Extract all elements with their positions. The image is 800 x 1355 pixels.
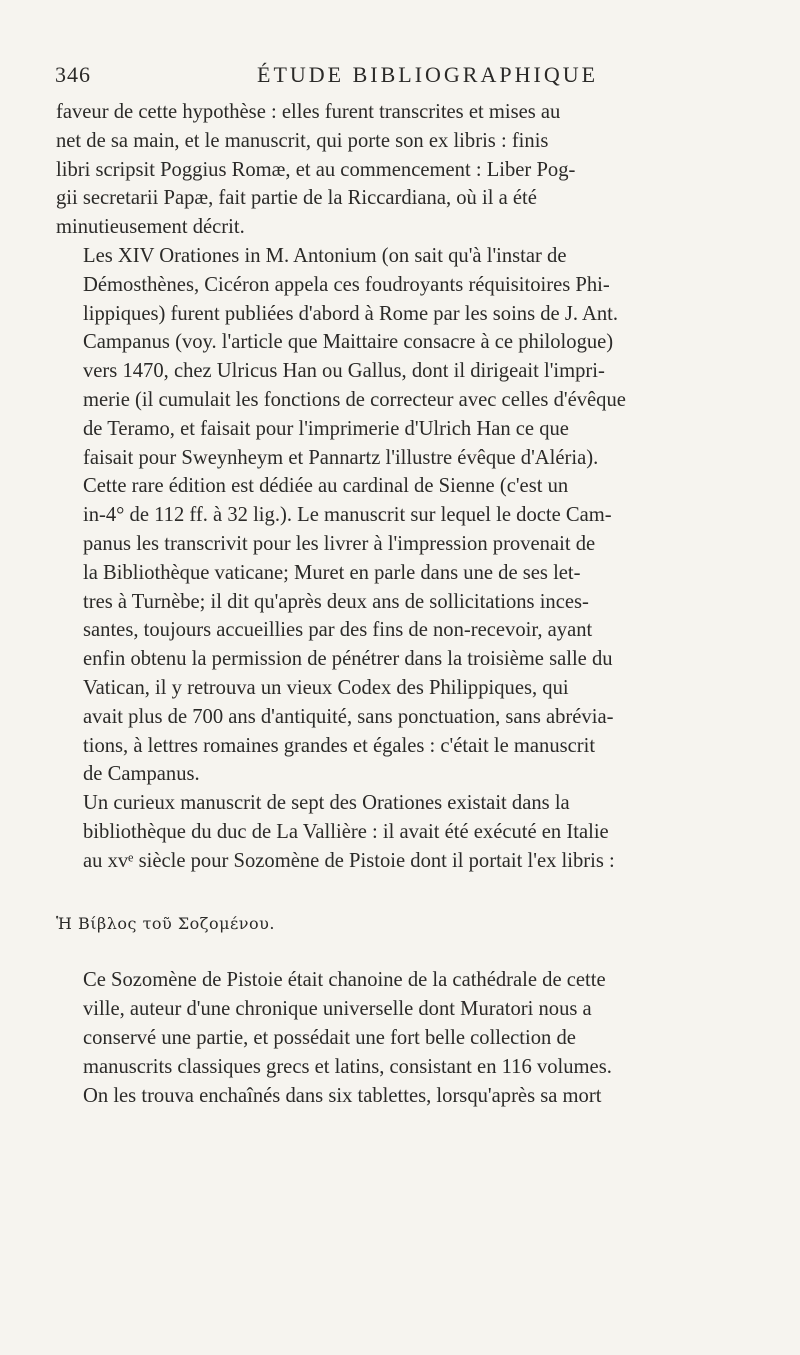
text-line: manuscrits classiques grecs et latins, consistant en 116 volumes. <box>83 1055 612 1078</box>
text-line: lippiques) furent publiées d'abord à Rome par les soins de J. Ant. <box>83 302 619 325</box>
text-line: panus les transcrivit pour les livrer à l'impression provenait de <box>83 532 596 555</box>
text-line: conservé une partie, et possédait une fort belle collection de <box>83 1026 576 1049</box>
text-line: faisait pour Sweynheym et Pannartz l'illustre évêque d'Aléria). <box>83 446 599 469</box>
text-line: gii secretarii Papæ, fait partie de la Riccardiana, où il a été <box>56 187 537 210</box>
text-line: ville, auteur d'une chronique universelle dont Muratori nous a <box>83 998 592 1021</box>
paragraph-4 <box>56 966 791 1110</box>
text-line: de Teramo, et faisait pour l'imprimerie d'Ulrich Han ce que <box>83 417 569 440</box>
text-line: Cette rare édition est dédiée au cardinal de Sienne (c'est un <box>83 475 569 498</box>
text-line: de Campanus. <box>83 763 200 786</box>
greek-ex-libris: Ἡ Βίβλος τοῦ Σοζομένου. <box>56 913 275 933</box>
body-text <box>56 98 791 1110</box>
paragraph-1 <box>56 98 791 242</box>
text-line: avait plus de 700 ans d'antiquité, sans ponctuation, sans abrévia- <box>83 705 614 728</box>
text-line: in-4° de 112 ff. à 32 lig.). Le manuscrit sur lequel le docte Cam- <box>83 504 612 527</box>
text-line: Les XIV Orationes in M. Antonium (on sait qu'à l'instar de <box>83 244 567 267</box>
text-line: au xvᵉ siècle pour Sozomène de Pistoie dont il portait l'ex libris : <box>83 849 615 872</box>
text-line: Ce Sozomène de Pistoie était chanoine de la cathédrale de cette <box>83 969 606 992</box>
text-line: net de sa main, et le manuscrit, qui porte son ex libris : finis <box>56 129 549 152</box>
page-number: 346 <box>55 62 91 87</box>
text-line: Campanus (voy. l'article que Maittaire consacre à ce philologue) <box>83 331 614 354</box>
text-line: Un curieux manuscrit de sept des Orationes existait dans la <box>83 792 570 815</box>
text-line: santes, toujours accueillies par des fins de non-recevoir, ayant <box>83 619 593 642</box>
text-line: On les trouva enchaînés dans six tablettes, lorsqu'après sa mort <box>83 1084 602 1107</box>
text-line: Vatican, il y retrouva un vieux Codex des Philippiques, qui <box>83 676 569 699</box>
page-header <box>55 62 770 92</box>
text-line: Démosthènes, Cicéron appela ces foudroyants réquisitoires Phi- <box>83 273 610 296</box>
text-line: vers 1470, chez Ulricus Han ou Gallus, dont il dirigeait l'impri- <box>83 360 605 383</box>
text-line: faveur de cette hypothèse : elles furent transcrites et mises au <box>56 101 561 123</box>
text-line: merie (il cumulait les fonctions de correcteur avec celles d'évêque <box>83 388 626 411</box>
text-line: bibliothèque du duc de La Vallière : il avait été exécuté en Italie <box>83 820 609 843</box>
paragraph-3 <box>56 789 791 875</box>
text-line: tions, à lettres romaines grandes et égales : c'était le manuscrit <box>83 734 596 757</box>
text-line: minutieusement décrit. <box>56 216 245 239</box>
text-line: libri scripsit Poggius Romæ, et au commencement : Liber Pog- <box>56 158 576 181</box>
paragraph-2 <box>56 242 791 789</box>
text-line: enfin obtenu la permission de pénétrer dans la troisième salle du <box>83 648 613 671</box>
text-line: tres à Turnèbe; il dit qu'après deux ans de sollicitations inces- <box>83 590 589 613</box>
running-head: ÉTUDE BIBLIOGRAPHIQUE <box>257 62 599 87</box>
text-line: la Bibliothèque vaticane; Muret en parle dans une de ses let- <box>83 561 581 584</box>
